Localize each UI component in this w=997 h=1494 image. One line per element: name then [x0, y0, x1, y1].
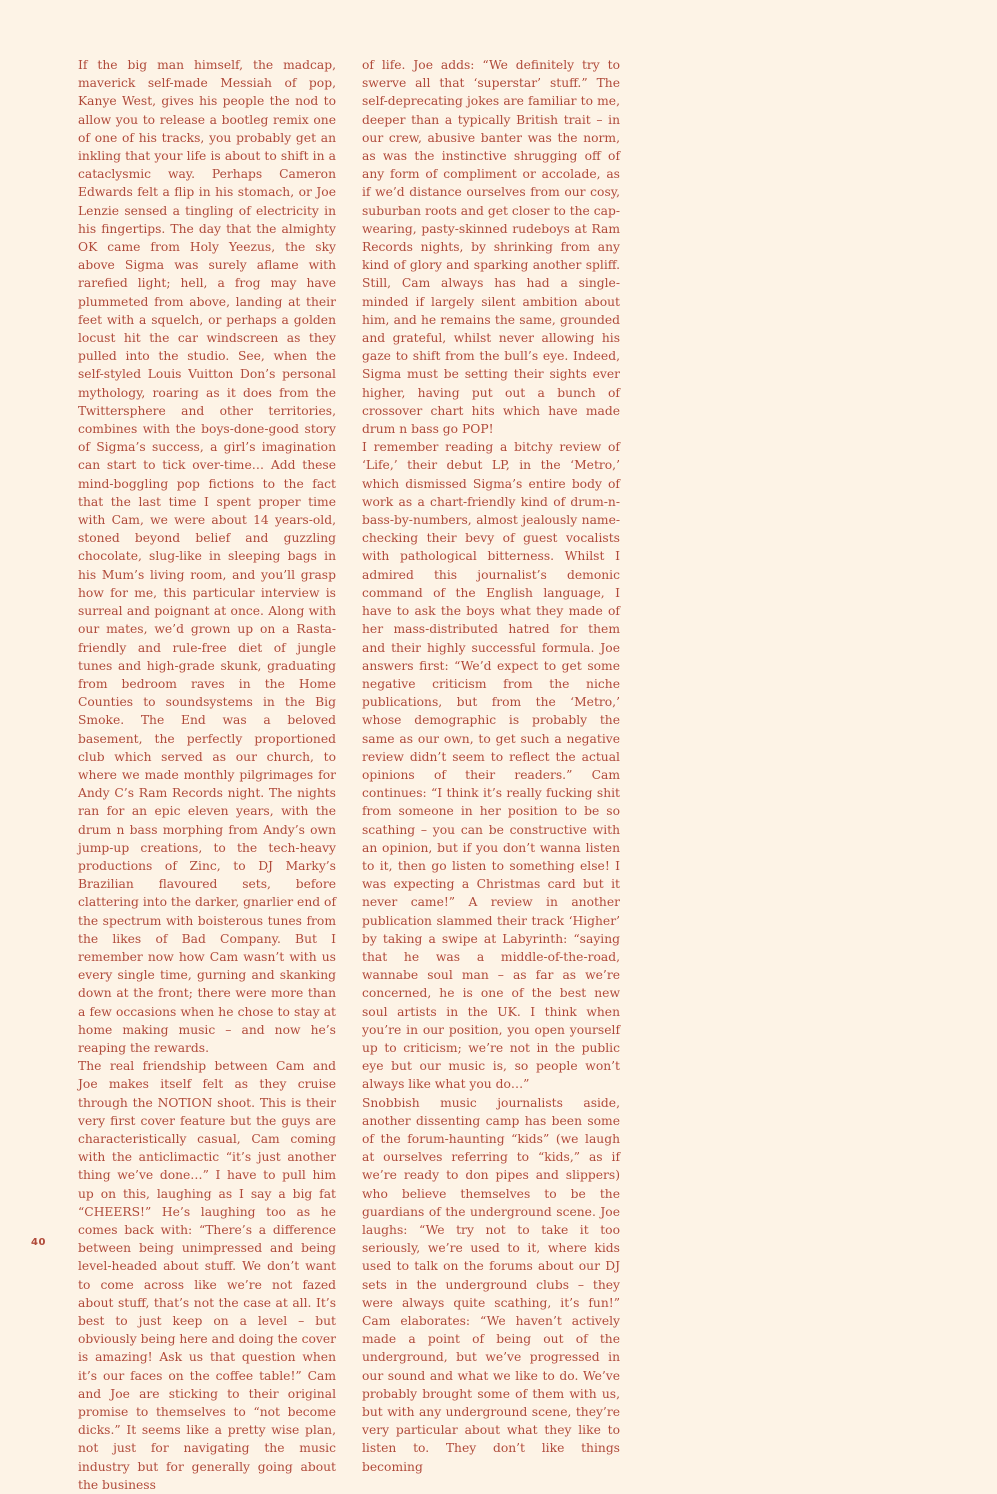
article-paragraph: I remember reading a bitchy review of ‘Life,’ their debut LP, in the ‘Metro,’ which dismissed Sigma’s entire body of work as a chart-friendly kind of drum-n-bass-by-numbers, almost jealously name-checking their bevy of guest vocalists with pathological bitterness. Whilst I admired this journalist’s demonic command of the English language, I have to ask the boys what they made of her mass-distributed hatred for them and their highly successful formula. Joe answers first: “We’d expect to get some negative criticism from the niche publications, but from the ‘Metro,’ whose demographic is probably the same as our own, to get such a negative review didn’t seem to reflect the actual opinions of their readers.” Cam continues: “I think it’s really fucking shit from someone in her position to be so scathing – you can be constructive with an opinion, but if you don’t wanna listen to it, then go listen to something else! I was expecting a Christmas card but it never came!” A review in another publication slammed their track ‘Higher’ by taking a swipe at Labyrinth: “saying that he was a middle-of-the-road, wannabe soul man – as far as we’re concerned, he is one of the best new soul artists in the UK. I think when you’re in our position, you open yourself up to criticism; we’re not in the public eye but our music is, so people won’t always like what you do…” — [362, 440, 620, 1092]
article-column-right — [362, 56, 620, 1476]
article-paragraph: If the big man himself, the madcap, maverick self-made Messiah of pop, Kanye West, gives his people the nod to allow you to release a bootleg remix one of one of his tracks, you probably get an inkling that your life is about to shift in a cataclysmic way. Perhaps Cameron Edwards felt a flip in his stomach, or Joe Lenzie sensed a tingling of electricity in his fingertips. The day that the almighty OK came from Holy Yeezus, the sky above Sigma was surely aflame with rarefied light; hell, a frog may have plummeted from above, landing at their feet with a squelch, or perhaps a golden locust hit the car windscreen as they pulled into the studio. See, when the self-styled Louis Vuitton Don’s personal mythology, roaring as it does from the Twittersphere and other territories, combines with the boys-done-good story of Sigma’s success, a girl’s imagination can start to tick over-time… Add these mind-boggling pop fictions to the fact that the last time I spent proper time with Cam, we were about 14 years-old, stoned beyond belief and guzzling chocolate, slug-like in sleeping bags in his Mum’s living room, and you’ll grasp how for me, this particular interview is surreal and poignant at once. Along with our mates, we’d grown up on a Rasta-friendly and rule-free diet of jungle tunes and high-grade skunk, graduating from bedroom raves in the Home Counties to soundsystems in the Big Smoke. The End was a beloved basement, the perfectly proportioned club which served as our church, to where we made monthly pilgrimages for Andy C’s Ram Records night. The nights ran for an epic eleven years, with the drum n bass morphing from Andy’s own jump-up creations, to the tech-heavy productions of Zinc, to DJ Marky’s Brazilian flavoured sets, before clattering into the darker, gnarlier end of the spectrum with boisterous tunes from the likes of Bad Company. But I remember now how Cam wasn’t with us every single time, gurning and skanking down at the front; there were more than a few occasions when he chose to stay at home making music – and now he’s reaping the rewards. — [78, 58, 336, 1055]
page-number: 40 — [31, 1237, 46, 1248]
article-paragraph: The real friendship between Cam and Joe makes itself felt as they cruise through the NOTION shoot. This is their very first cover feature but the guys are characteristically casual, Cam coming with the anticlimactic “it’s just another thing we’ve done…” I have to pull him up on this, laughing as I say a big fat “CHEERS!” He’s laughing too as he comes back with: “There’s a difference between being unimpressed and being level-headed about stuff. We don’t want to come across like we’re not fazed about stuff, that’s not the case at all. It’s best to just keep on a level – but obviously being here and doing the cover is amazing! Ask us that question when it’s our faces on the coffee table!” Cam and Joe are sticking to their original promise to themselves to “not become dicks.” It seems like a pretty wise plan, not just for navigating the music industry but for generally going about the business — [78, 1059, 337, 1492]
article-paragraph: Snobbish music journalists aside, another dissenting camp has been some of the forum-haunting “kids” (we laugh at ourselves referring to “kids,” as if we’re ready to don pipes and slippers) who believe themselves to be the guardians of the underground scene. Joe laughs: “We try not to take it too seriously, we’re used to it, where kids used to talk on the forums about our DJ sets in the underground clubs – they were always quite scathing, it’s fun!” Cam elaborates: “We haven’t actively made a point of being out of the underground, but we’ve progressed in our sound and what we like to do. We’ve probably brought some of them with us, but with any underground scene, they’re very particular about what they like to listen to. They don’t like things becoming — [362, 1095, 620, 1474]
article-column-left — [78, 56, 336, 1494]
article-paragraph: of life. Joe adds: “We definitely try to swerve all that ‘superstar’ stuff.” The self-deprecating jokes are familiar to me, deeper than a typically British trait – in our crew, abusive banter was the norm, as was the instinctive shrugging off of any form of compliment or accolade, as if we’d distance ourselves from our cosy, suburban roots and get closer to the cap-wearing, pasty-skinned rudeboys at Ram Records nights, by shrinking from any kind of glory and sparking another spliff. Still, Cam always has had a single-minded if largely silent ambition about him, and he remains the same, grounded and grateful, whilst never allowing his gaze to shift from the bull’s eye. Indeed, Sigma must be setting their sights ever higher, having put out a bunch of crossover chart hits which have made drum n bass go POP! — [362, 58, 620, 437]
